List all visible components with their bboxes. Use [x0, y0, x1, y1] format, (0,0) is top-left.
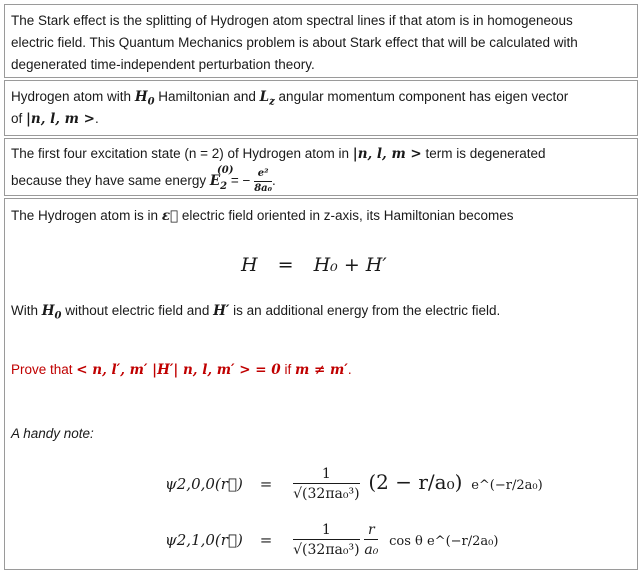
- intro-line-3: degenerated time-independent perturbation theory.: [11, 57, 315, 72]
- eigen-line-1: Hydrogen atom with $H_0$ Hamiltonian and $L_z$ angular momentum component has eigen vector: [11, 89, 569, 108]
- psi200-equation: ψ2,0,0(r⃗) = $\frac{1}{\text{√(32πa₀³)}}$ (2 − r/a₀) e^(−r/2a₀): [165, 466, 543, 502]
- degenerate-line-2: because they have same energy E (0) $_2$ = − $\frac{\text{e²}}{\text{8a₀}}$ .: [11, 165, 276, 194]
- with-line: With $H_0$ without electric field and H′ is an additional energy from the electric field.: [11, 303, 501, 322]
- psi210-equation: ψ2,1,0(r⃗) = $\frac{1}{\text{√(32πa₀³)}}$ $\frac{r}{\text{a₀}}$ cos θ e^(−r/2a₀): [165, 522, 499, 558]
- note-label: A handy note:: [11, 426, 94, 441]
- psi200-fraction: $\frac{1}{\text{√(32πa₀³)}}$: [293, 466, 360, 502]
- degenerate-box: [4, 138, 638, 196]
- prove-line: Prove that < n, l′, m′ |H′| n, l, m′ > = 0 if m ≠ m′.: [11, 362, 352, 378]
- hamiltonian-equation: H = H₀ + H′: [241, 254, 387, 276]
- intro-line-1: The Stark effect is the splitting of Hydrogen atom spectral lines if that atom is in homogeneous: [11, 13, 573, 28]
- psi210-fraction-2: $\frac{r}{\text{a₀}}$: [364, 522, 379, 558]
- intro-box: [4, 4, 638, 78]
- eigen-line-2: of |n, l, m >.: [11, 111, 99, 127]
- field-line: The Hydrogen atom is in ε⃗ electric field oriented in z-axis, its Hamiltonian becomes: [11, 208, 514, 224]
- intro-line-2: electric field. This Quantum Mechanics problem is about Stark effect that will be calculated with: [11, 35, 578, 50]
- eigen-box: [4, 80, 638, 136]
- psi210-fraction-1: $\frac{1}{\text{√(32πa₀³)}}$: [293, 522, 360, 558]
- main-box: [4, 198, 638, 570]
- energy-fraction: $\frac{\text{e²}}{\text{8a₀}}$: [254, 168, 273, 194]
- degenerate-line-1: The first four excitation state (n = 2) of Hydrogen atom in |n, l, m > term is degenerated: [11, 146, 546, 162]
